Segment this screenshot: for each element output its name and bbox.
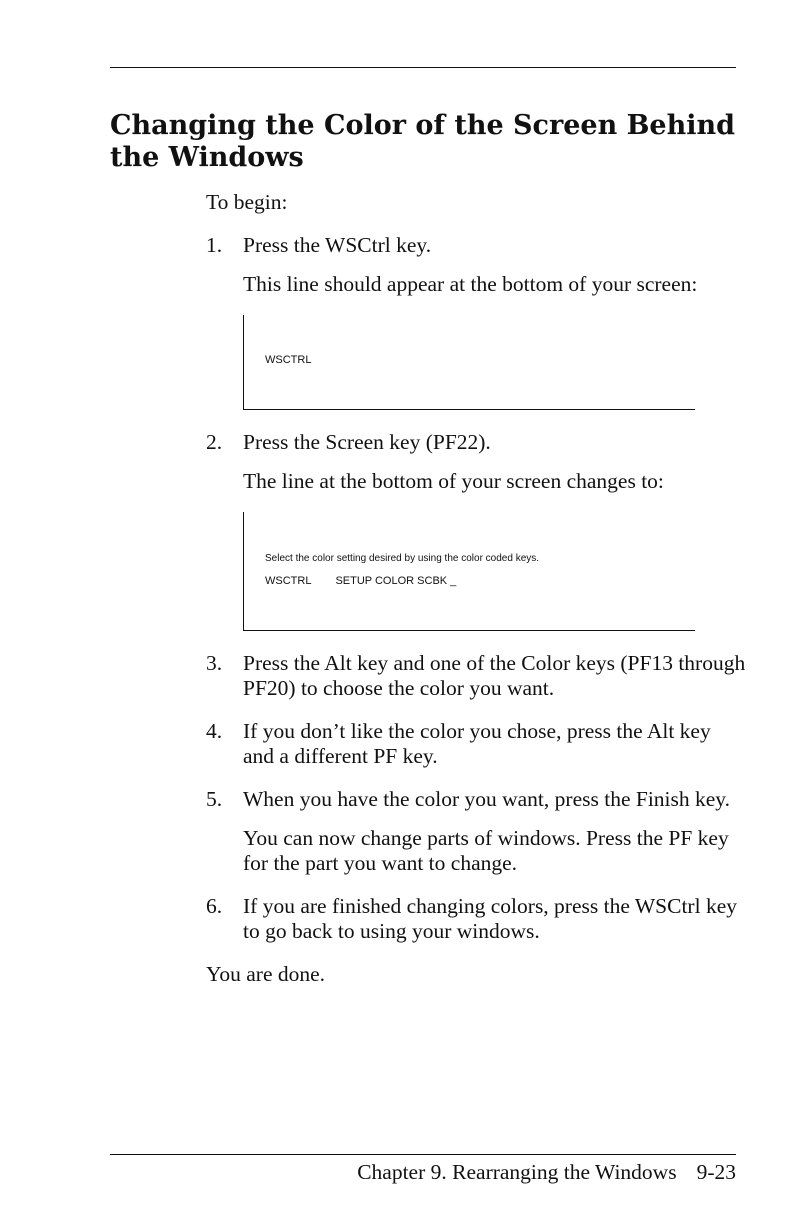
screen-command-line — [265, 574, 456, 588]
step-number: 5. — [206, 787, 223, 811]
page-footer — [110, 1159, 736, 1185]
instructions-body — [206, 190, 746, 1005]
step-2 — [206, 430, 746, 631]
step-4 — [206, 719, 746, 769]
step-number: 2. — [206, 430, 223, 454]
step-6 — [206, 894, 746, 944]
step-number: 1. — [206, 233, 223, 257]
step-note: The line at the bottom of your screen changes to: — [243, 469, 664, 493]
screen-command-args: SETUP COLOR SCBK _ — [335, 575, 457, 587]
step-text: When you have the color you want, press the Finish key. — [243, 787, 731, 811]
step-note: This line should appear at the bottom of your screen: — [243, 272, 698, 296]
step-1 — [206, 233, 746, 410]
step-text: If you are finished changing colors, press the WSCtrl key to go back to using your windows. — [243, 894, 737, 943]
top-rule — [110, 67, 736, 68]
step-text: Press the Screen key (PF22). — [243, 430, 491, 454]
footer-chapter: Chapter 9. Rearranging the Windows — [357, 1160, 677, 1184]
screen-example-wsctrl — [243, 315, 695, 410]
outro-text: You are done. — [206, 962, 326, 986]
bottom-rule — [110, 1154, 736, 1155]
step-note: You can now change parts of windows. Press the PF key for the part you want to change. — [243, 826, 729, 875]
screen-line: WSCTRL — [265, 354, 312, 366]
step-text: Press the Alt key and one of the Color keys (PF13 through PF20) to choose the color you want. — [243, 651, 746, 700]
page-number: 9-23 — [696, 1160, 736, 1184]
step-5 — [206, 787, 746, 876]
step-text: If you don’t like the color you chose, press the Alt key and a different PF key. — [243, 719, 711, 768]
step-3 — [206, 651, 746, 701]
screen-prompt-line: Select the color setting desired by using the color coded keys. — [265, 553, 540, 564]
step-number: 4. — [206, 719, 223, 743]
step-text: Press the WSCtrl key. — [243, 233, 432, 257]
step-number: 6. — [206, 894, 223, 918]
section-title: Changing the Color of the Screen Behind the Windows — [110, 110, 736, 173]
intro-text: To begin: — [206, 190, 288, 214]
step-number: 3. — [206, 651, 223, 675]
screen-command-name: WSCTRL — [265, 575, 312, 587]
screen-example-color-setup — [243, 512, 695, 631]
